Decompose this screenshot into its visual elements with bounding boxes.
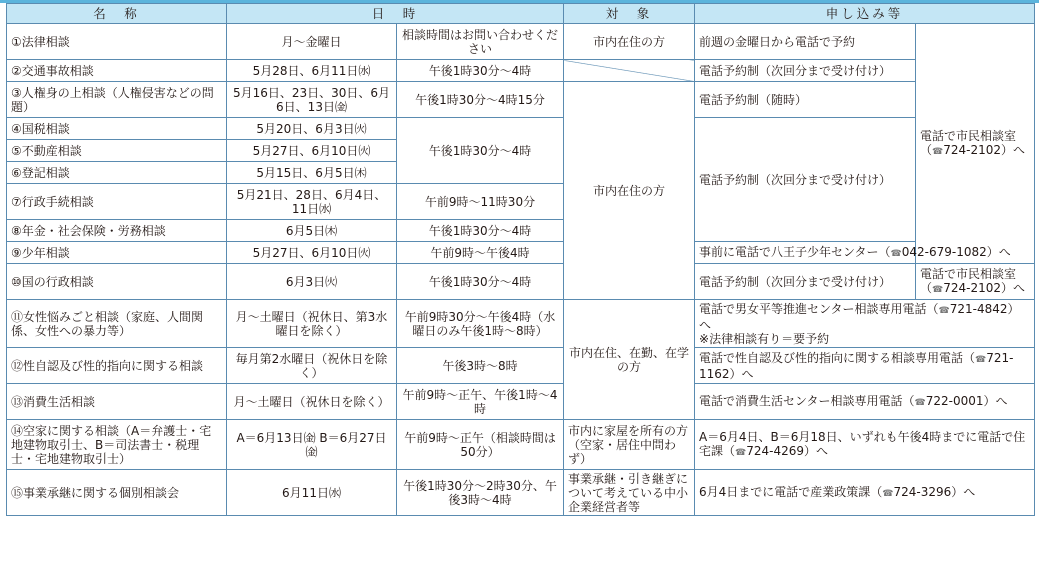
table-row xyxy=(7,264,1035,300)
table-row xyxy=(7,420,1035,470)
row-time: 午後3時～8時 xyxy=(397,348,564,384)
table-row xyxy=(7,348,1035,384)
phone-icon xyxy=(932,281,943,295)
row-name: ⑪女性悩みごと相談（家庭、人間関係、女性への暴力等） xyxy=(7,300,227,348)
row-name: ③人権身の上相談（人権侵害などの問題） xyxy=(7,82,227,118)
row-apply: 電話予約制（次回分まで受け付け） xyxy=(695,60,916,82)
row-date: 5月27日、6月10日㈫ xyxy=(227,140,397,162)
row-date: 5月27日、6月10日㈫ xyxy=(227,242,397,264)
row-target: 市内在住、在勤、在学の方 xyxy=(564,300,695,420)
row-target: 市内在住の方 xyxy=(564,82,695,300)
row-date: 5月15日、6月5日㈭ xyxy=(227,162,397,184)
row-target: 市内に家屋を所有の方（空家・居住中問わず） xyxy=(564,420,695,470)
row-time: 相談時間はお問い合わせください xyxy=(397,24,564,60)
header-apply: 申し込み等 xyxy=(695,4,1035,24)
row-date: 5月21日、28日、6月4日、11日㈬ xyxy=(227,184,397,220)
table-row xyxy=(7,470,1035,516)
table-row xyxy=(7,300,1035,348)
table-row xyxy=(7,242,1035,264)
row-date: 月～土曜日（祝休日、第3水曜日を除く） xyxy=(227,300,397,348)
row-date: 5月28日、6月11日㈬ xyxy=(227,60,397,82)
phone-icon xyxy=(932,143,943,157)
row-time: 午後1時30分～4時 xyxy=(397,220,564,242)
row-date: 6月11日㈬ xyxy=(227,470,397,516)
row-apply: 電話で消費生活センター相談専用電話（☎ 722-0001）へ xyxy=(695,384,1035,420)
table-header-row xyxy=(7,4,1035,24)
row-date: 月～金曜日 xyxy=(227,24,397,60)
row-name: ④国税相談 xyxy=(7,118,227,140)
row-time: 午前9時～午後4時 xyxy=(397,242,564,264)
row-apply: 事前に電話で八王子少年センター（☎ 042-679-1082）へ xyxy=(695,242,1035,264)
consultation-table xyxy=(6,3,1035,516)
row-apply: 前週の金曜日から電話で予約 xyxy=(695,24,916,60)
row-time: 午前9時～11時30分 xyxy=(397,184,564,220)
row-name: ⑥登記相談 xyxy=(7,162,227,184)
row-apply: 6月4日までに電話で産業政策課（☎ 724-3296）へ xyxy=(695,470,1035,516)
header-datetime: 日 時 xyxy=(227,4,564,24)
row-time: 午前9時～正午、午後1時～4時 xyxy=(397,384,564,420)
header-target: 対 象 xyxy=(564,4,695,24)
row-time: 午後1時30分～4時 xyxy=(397,264,564,300)
table-row xyxy=(7,384,1035,420)
row-time: 午前9時30分～午後4時（水曜日のみ午後1時～8時） xyxy=(397,300,564,348)
row-name: ②交通事故相談 xyxy=(7,60,227,82)
row-time: 午後1時30分～4時15分 xyxy=(397,82,564,118)
row-apply-right: 電話で市民相談室（☎ 724-2102）へ xyxy=(916,264,1035,300)
row-date: 5月20日、6月3日㈫ xyxy=(227,118,397,140)
row-name: ⑩国の行政相談 xyxy=(7,264,227,300)
row-apply: 電話で男女平等推進センター相談専用電話（☎ 721-4842）へ ※法律相談有り＝要予約 xyxy=(695,300,1035,348)
row-apply: 電話予約制（随時） xyxy=(695,82,916,118)
row-name: ⑫性自認及び性的指向に関する相談 xyxy=(7,348,227,384)
row-apply: 電話予約制（次回分まで受け付け） xyxy=(695,118,916,242)
phone-icon xyxy=(891,245,902,259)
row-name: ⑬消費生活相談 xyxy=(7,384,227,420)
row-apply: A＝6月4日、B＝6月18日、いずれも午後4時までに電話で住宅課（☎ 724-4269）へ xyxy=(695,420,1035,470)
row-time: 午後1時30分～4時 xyxy=(397,60,564,82)
row-target: 事業承継・引き継ぎについて考えている中小企業経営者等 xyxy=(564,470,695,516)
table-row xyxy=(7,60,1035,82)
row-name: ⑦行政手続相談 xyxy=(7,184,227,220)
row-date: 6月3日㈫ xyxy=(227,264,397,300)
table-row xyxy=(7,118,1035,140)
phone-icon xyxy=(735,444,746,458)
phone-icon xyxy=(939,302,950,316)
row-date: A＝6月13日㈮ B＝6月27日㈮ xyxy=(227,420,397,470)
row-date: 6月5日㈭ xyxy=(227,220,397,242)
row-name: ⑮事業承継に関する個別相談会 xyxy=(7,470,227,516)
phone-icon xyxy=(915,394,926,408)
phone-icon xyxy=(975,351,986,365)
row-target-blank xyxy=(564,60,695,82)
row-time: 午前9時～正午（相談時間は50分） xyxy=(397,420,564,470)
row-name: ①法律相談 xyxy=(7,24,227,60)
row-apply: 電話予約制（次回分まで受け付け） xyxy=(695,264,916,300)
row-time: 午後1時30分～4時 xyxy=(397,118,564,184)
row-name: ⑧年金・社会保険・労務相談 xyxy=(7,220,227,242)
row-date: 5月16日、23日、30日、6月6日、13日㈮ xyxy=(227,82,397,118)
header-name: 名 称 xyxy=(7,4,227,24)
table-row xyxy=(7,82,1035,118)
shared-apply-cell: 電話で市民相談室（☎ 724-2102）へ xyxy=(916,24,1035,264)
phone-icon xyxy=(882,485,893,499)
row-target: 市内在住の方 xyxy=(564,24,695,60)
row-name: ⑨少年相談 xyxy=(7,242,227,264)
row-name: ⑤不動産相談 xyxy=(7,140,227,162)
table-row xyxy=(7,24,1035,60)
row-apply: 電話で性自認及び性的指向に関する相談専用電話（☎ 721-1162）へ xyxy=(695,348,1035,384)
row-date: 毎月第2水曜日（祝休日を除く） xyxy=(227,348,397,384)
row-name: ⑭空家に関する相談（A＝弁護士・宅地建物取引士、B＝司法書士・税理士・宅地建物取引士） xyxy=(7,420,227,470)
row-date: 月～土曜日（祝休日を除く） xyxy=(227,384,397,420)
row-time: 午後1時30分～2時30分、午後3時～4時 xyxy=(397,470,564,516)
